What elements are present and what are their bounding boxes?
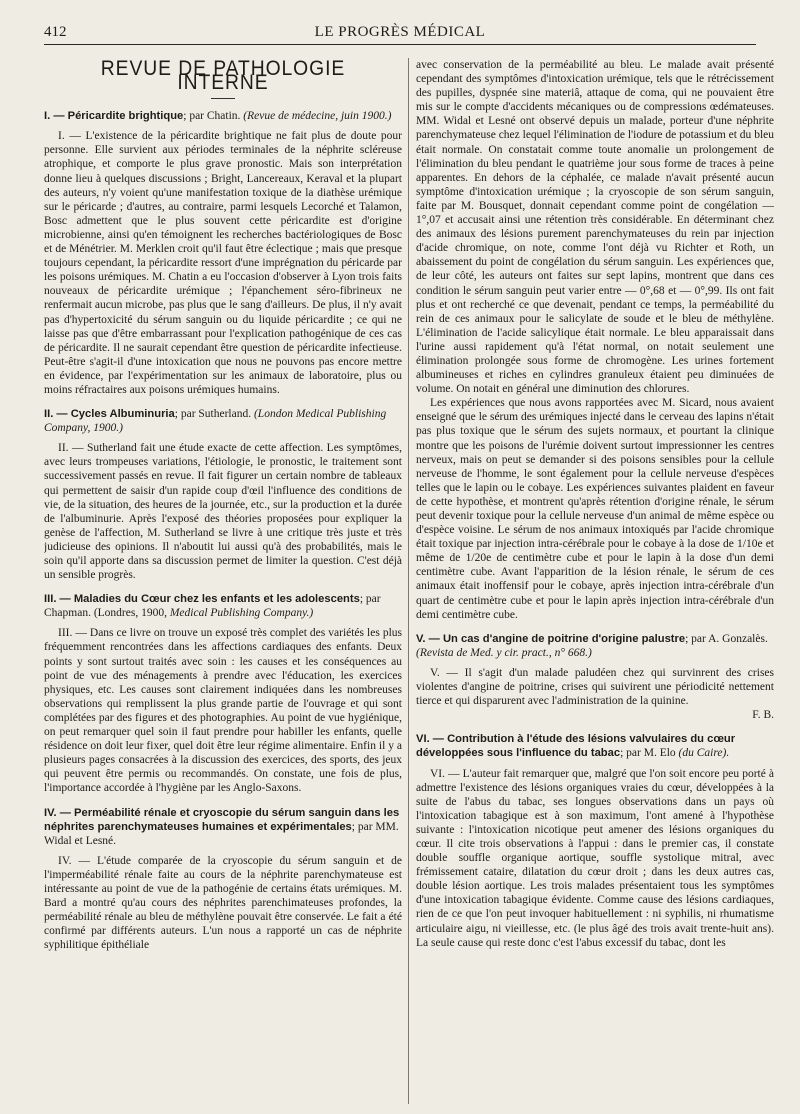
item-6-title: VI. — Contribution à l'étude des lésions valvulaires du cœur développées sous l'influence du tabac [416,733,736,760]
item-1-title: I. — Péricardite brightique [44,110,184,123]
page-header [44,22,756,45]
title-divider [211,98,235,99]
item-5-author: ; par A. Gonzalès. [685,632,768,645]
item-1-body: I. — L'existence de la péricardite brightique ne fait plus de doute pour personne. Elle survient aux périodes terminales de la néphrite scléreuse atrophique, et comporte le plus grave pronostic. Mais son interprétation donne lieu à quelques discussions ; Bright, Lancereaux, Keraval et la plupart des auteurs, n'y voient qu'une manifestation toxique de la diathèse urémique sur le péricarde ; d'autres, au contraire, parmi lesquels Lecorché et Talamon, Bosc admettent que le plus souvent cette péricardite est d'origine microbienne, ainsi qu'en témoignent les recherches bactériologiques de Bosc et de Ménétrier. M. Merklen croit qu'il faut être éclectique ; mais que presque toujours cependant, la péricardite ressort d'une imprégnation du péricarde par les poisons urémiques. M. Chatin a eu l'occasion d'observer à Lyon trois faits nouveaux de péricardite urémique ; l'épanchement séro-fibrineux ne renfermait aucun microbe, pas plus que le sang d'ailleurs. De plus, il n'y avait pas d'hypertoxicité du sérum sanguin ou du liquide péricardite ; ce qui ne laisse pas que d'être embarrassant pour l'explication pathogénique de ces cas de péricardite. Il ne saurait cependant être question de péricardite infectieuse. Peut-être s'agit-il d'une intoxication que nous ne pouvons pas encore mettre en évidence, par l'expérimentation sur les animaux de laboratoire, plus ou moins réfractaires aux poisons urémiques humains. [44,130,402,396]
item-5-heading [416,632,774,660]
item-1-source: (Revue de médecine, juin 1900.) [243,110,392,123]
item-6-heading [416,732,774,760]
item-6-body: VI. — L'auteur fait remarquer que, malgré que l'on soit encore peu porté à admettre l'existence des lésions organiques vraies du cœur, développées à la suite de l'abus du tabac, ses longues observations dans un pays où l'intoxication tabagique est à son maximum, l'ont amené à l'hypothèse suivante : l'intoxication nicotique peut amener des lésions organiques du cœur. Il cite trois observations à l'appui : dans le premier cas, il constate double souffle organique aortique, souffle systolique mitral, avec frémissement cataire, dilatation du cœur droit ; dans les deux autres cas, double lésion aortique. Les trois malades présentaient tous les symptômes d'une intoxication tabagique évidente. Comme cause des lésions cardiaques, rien de ce que l'on peut invoquer habituellement : ni syphilis, ni rhumatisme articulaire aigu, ni vieillesse, etc. (le plus âgé des trois avait trente-huit ans). La seule cause qui reste donc c'est l'abus excessif du tabac, dont les [416,767,774,949]
left-column [44,58,402,1104]
item-3-body: III. — Dans ce livre on trouve un exposé très complet des variétés les plus fréquemment rencontrées dans les affections cardiaques des enfants. Deux points y sont surtout traités avec soin : les causes et les conséquences au point de vue des ménagements à prendre avec l'éducation, les exercices physiques, etc. Les causes sont clairement indiquées dans les nombreuses observations qui remplissent la plus grande partie de l'ouvrage et qui sont complétées par des figures et des photographies. Au point de vue hygiénique, on peut remarquer quel soin il faut prendre pour habiller les enfants, quelle résidence on doit leur fixer, quel doit être leur régime alimentaire. Enfin il y a plusieurs pages consacrées à la discussion des exercices, des sports, des jeux qui peuvent être permis ou recommandés. On constate, une fois de plus, l'importance accordée à l'hygiène par les Anglo-Saxons. [44,627,402,795]
item-4-author: ; par MM. Widal et Lesné. [44,820,399,847]
item-5-body: V. — Il s'agit d'un malade paludéen chez qui survinrent des crises violentes d'angine de poitrine, crises qui suivirent une périodicité nettement tierce et qui disparurent avec l'administration de la quinine. [416,666,774,708]
column-divider [408,58,409,1104]
item-2-heading [44,407,402,435]
item-3-heading [44,592,402,620]
item-5-signature: F. B. [752,709,774,722]
item-1-author: ; par Chatin. [183,110,244,123]
section-title: REVUE DE PATHOLOGIE INTERNE [100,58,346,95]
item-6-source: (du Caire). [678,747,730,760]
item-4-heading [44,806,402,848]
item-2-source: (London Medical Publishing Company, 1900.) [44,408,387,435]
item-4-continuation: avec conservation de la perméabilité au bleu. Le malade avait présenté cependant des symptômes d'intoxication urémique, tels que le rétrécissement des pupilles, dyspnée sine materiâ, attaque de coma, qui ne pouvaient être mis sur le compte d'accidents mécaniques ou de compressions œdémateuses. MM. Widal et Lesné ont observé depuis un malade, porteur d'une néphrite parenchymateuse chez lequel l'élimination de l'iodure de potassium et du bleu était normale. On constatait comme toute anomalie un prolongement de l'élimination du bleu pendant le quatrième jour sous forme de traces à peine apparentes. En dehors de la céphalée, ce malade n'avait présenté aucun symptôme d'intoxication urémique ; la cryoscopie de son sérum sanguin, faite par M. Bousquet, donnait cependant comme point de congélation — 1°,07 et accusait ainsi une rétention très considérable. En déterminant chez des animaux des lésions purement parenchymateuses du rein par injection d'acide chromique, on note, comme l'ont déjà vu Richter et Roth, un abaissement du point de congélation du sérum sanguin. Les expériences que, de leur côté, les auteurs ont faites sur sept lapins, montrent que dans ces condition le sérum sanguin peut varier entre — 0°,68 et — 0°,99. Ils ont fait plus et ont recherché ce que devenait, pendant ce temps, la perméabilité du rein de ces animaux pour le salicylate de soude et le bleu de méthylène. L'élimination de l'acide salicylique était normale. Le bleu apparaissait dans l'urine aussi rapidement qu'à l'état normal, on notait seulement une élimination prolongée sous forme de chromogène. Les urines fortement albumineuses et riches en cylindres granuleux étaient peu diminuées de volume. On notait en général une diminution des chlorures. [416,59,774,396]
item-1-heading [44,109,402,123]
item-2-body: II. — Sutherland fait une étude exacte de cette affection. Les symptômes, avec leurs trompeuses variations, l'étiologie, le pronostic, le traitement sont successivement passés en revue. Il fait figurer un certain nombre de tableaux qui permettent de saisir d'un rapide coup d'œil l'influence des conditions de vie, de la situation, des heures de la journée, etc., sur la production et la durée de l'albuminurie. Après l'exposé des théories proposées pour expliquer la genèse de l'affection, M. Sutherland se livre à une critique très juste et très judicieuse des opinions. Il n'aboutit lui aussi qu'à des probabilités, mais le soin qu'il apporte dans sa discussion permet de limiter la question. C'est déjà un sensible progrès. [44,442,402,582]
item-2-author: ; par Sutherland. [174,408,254,421]
item-2-title: II. — Cycles Albuminuria [44,408,175,421]
item-4-title: IV. — Perméabilité rénale et cryoscopie du sérum sanguin dans les néphrites parenchymateuses humaines et expérimentales [44,806,400,833]
item-3-source: Medical Publishing Company.) [169,607,314,620]
journal-title: LE PROGRÈS MÉDICAL [314,24,486,40]
right-column [416,58,774,1104]
item-5-title: V. — Un cas d'angine de poitrine d'origine palustre [416,632,686,645]
item-5-source: (Revista de Med. y cir. pract., n° 668.) [416,646,592,659]
item-4-continuation-2: Les expériences que nous avons rapportées avec M. Sicard, nous avaient enseigné que le sérum des urémiques injecté dans le cerveau des lapins n'était pas plus toxique que le sérum des sujets normaux, et pourtant la clinique montre que les poisons de l'urémie doivent surtout impressionner les centres nerveux, mais on peut se demander si des poisons sensibles pour la cellule nerveuse de l'homme, le sont également pour la cellule nerveuse d'espèces telles que le lapin ou le cobaye. Les expériences suivantes plaident en faveur de cette hypothèse, et montrent qu'après rétention d'origine rénale, le sérum peut devenir toxique pour la cellule nerveuse d'un animal de même espèce ou d'espèce voisine. Le sérum de nos animaux intoxiqués par l'acide chromique était toxique par injection intra-cérébrale pour le cobaye à la dose de 1/10e et même de 1/20e de centimètre cube et pour le lapin à la dose d'un demi centimètre cube. Avant l'apparition de la lésion rénale, le sérum de ces animaux était inoffensif pour le cobaye, après injection intra-cérébrale d'un quart de centimètre cube et pour le lapin après injection intra-cérébrale d'un demi centimètre cube. [416,397,774,621]
item-3-title: III. — Maladies du Cœur chez les enfants et les adolescents [44,593,360,606]
item-6-author: ; par M. Elo [620,747,679,760]
item-3-author: ; par Chapman. (Londres, 1900, [44,593,381,620]
page-number: 412 [44,24,67,40]
item-4-body: IV. — L'étude comparée de la cryoscopie du sérum sanguin et de l'imperméabilité rénale faite au cours de la néphrite parenchymateuse est intéressante au point de vue de la pathogénie de certains états urémiques. M. Bard a montré qu'au cours des néphrites parenchimateuses profondes, la perméabilité rénale au bleu de méthylène pouvait être conservée. Le fait a été confirmé par différents auteurs. L'un nous a rapporté un cas de néphrite syphilitique épithéliale [44,854,402,952]
